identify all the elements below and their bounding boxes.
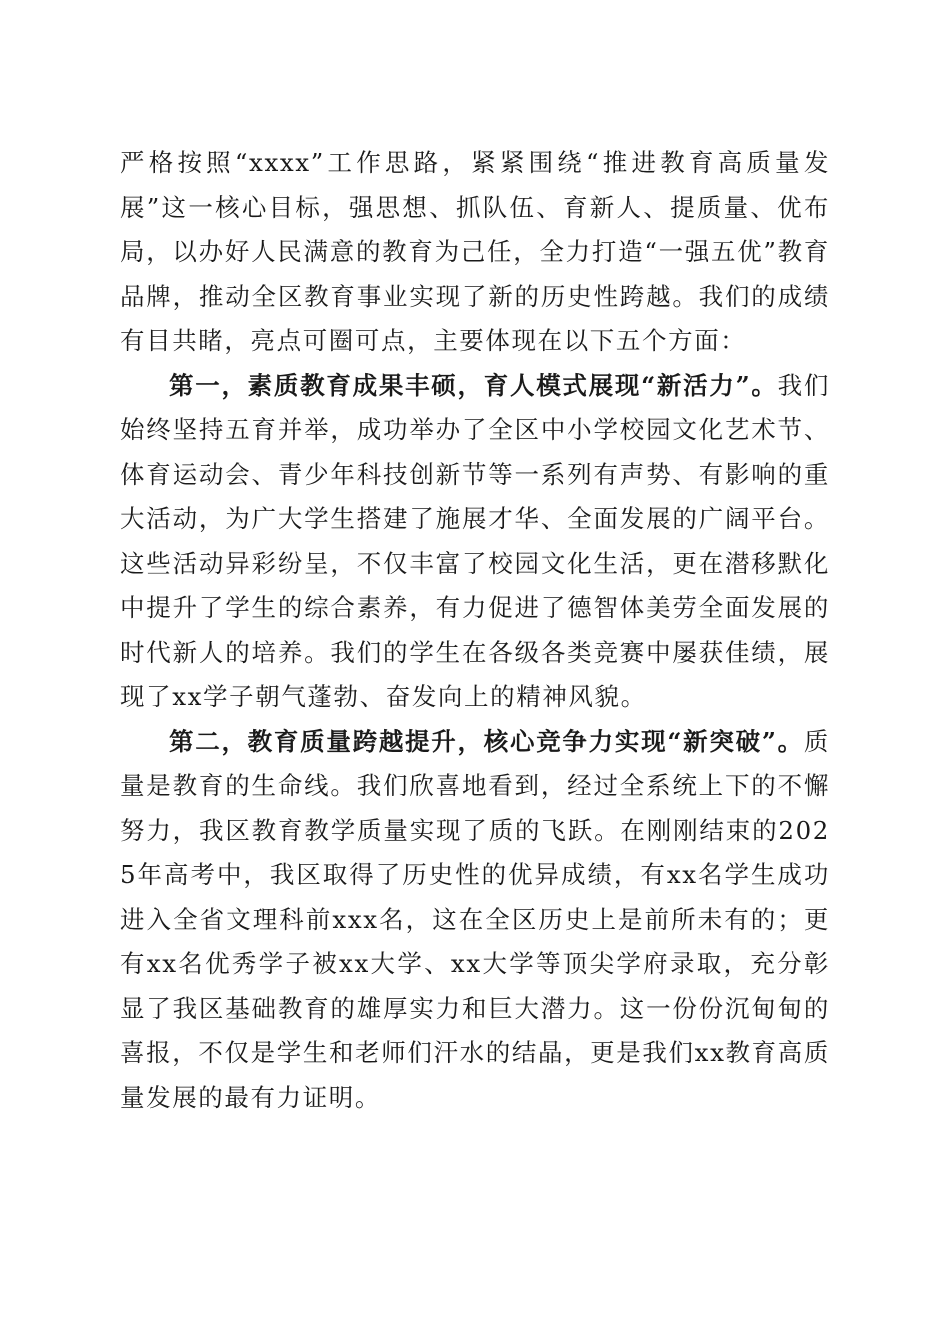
section-two-text: 质量是教育的生命线。我们欣喜地看到，经过全系统上下的不懈努力，我区教育教学质量实现了质的飞跃。在刚刚结束的2025年高考中，我区取得了历史性的优异成绩，有xx名学生成功进入全省文理科前xxx名，这在全区历史上是前所未有的；更有xx名优秀学子被xx大学、xx大学等顶尖学府录取，充分彰显了我区基础教育的雄厚实力和巨大潜力。这一份份沉甸甸的喜报，不仅是学生和老师们汗水的结晶，更是我们xx教育高质量发展的最有力证明。: [120, 726, 830, 1112]
section-one-heading: 第一，素质教育成果丰硕，育人模式展现“新活力”。: [169, 370, 778, 400]
section-two-paragraph: [120, 720, 830, 1121]
section-one-paragraph: [120, 364, 830, 720]
document-body: [120, 141, 830, 1120]
intro-paragraph: 严格按照“xxxx”工作思路，紧紧围绕“推进教育高质量发展”这一核心目标，强思想、抓队伍、育新人、提质量、优布局，以办好人民满意的教育为己任，全力打造“一强五优”教育品牌，推动全区教育事业实现了新的历史性跨越。我们的成绩有目共睹，亮点可圈可点，主要体现在以下五个方面：: [120, 148, 830, 355]
section-two-heading: 第二，教育质量跨越提升，核心竞争力实现“新突破”。: [169, 726, 804, 756]
section-one-text: 我们始终坚持五育并举，成功举办了全区中小学校园文化艺术节、体育运动会、青少年科技创新节等一系列有声势、有影响的重大活动，为广大学生搭建了施展才华、全面发展的广阔平台。这些活动异彩纷呈，不仅丰富了校园文化生活，更在潜移默化中提升了学生的综合素养，有力促进了德智体美劳全面发展的时代新人的培养。我们的学生在各级各类竞赛中屡获佳绩，展现了xx学子朝气蓬勃、奋发向上的精神风貌。: [120, 370, 831, 711]
